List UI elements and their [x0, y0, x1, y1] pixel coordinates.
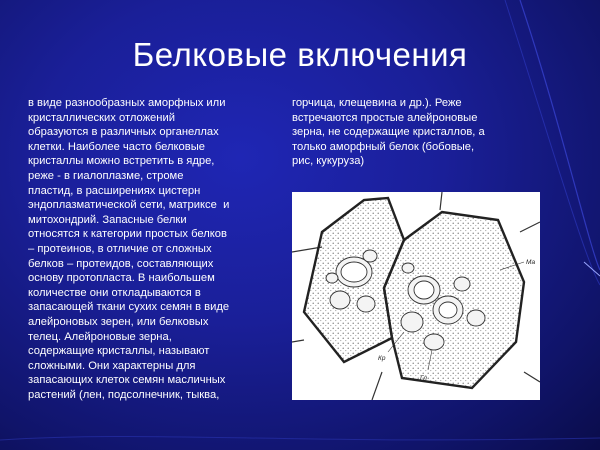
figure-label-ma: Ма	[526, 259, 536, 266]
slide-title: Белковые включения	[132, 36, 468, 73]
right-column-text: горчица, клещевина и др.). Реже встречаются простые алейроновые зерна, не содержащие кристаллов, а только аморфный белок (бобовые, рис, кукуруза)	[292, 97, 485, 168]
left-column-text: в виде разнообразных аморфных или кристаллических отложений образуются в различных органеллах клетки. Наиболее часто белковые кристаллы можно встретить в ядре, реже - в гиалоплазме, строме пластид, в расширениях цистерн эндоплазматической сети, матриксе и митохондрий. Запасные белки относятся к категории простых белков – протеинов, в отличие от сложных белков – протеидов, составляющих основу протопласта. В наибольшем количестве они откладываются в запасающей ткани сухих семян в виде алейроновых зерен, или белковых телец. Алейроновые зерна, содержащие кристаллы, называют сложными. Они характерны для запасающих клеток семян масличных растений (лен, подсолнечник, тыква,	[28, 97, 230, 401]
cell-aleurone-illustration	[292, 192, 540, 400]
cell-figure	[292, 192, 540, 400]
figure-label-kr: Кр	[378, 355, 386, 362]
figure-label-gl: Гл	[420, 375, 427, 382]
